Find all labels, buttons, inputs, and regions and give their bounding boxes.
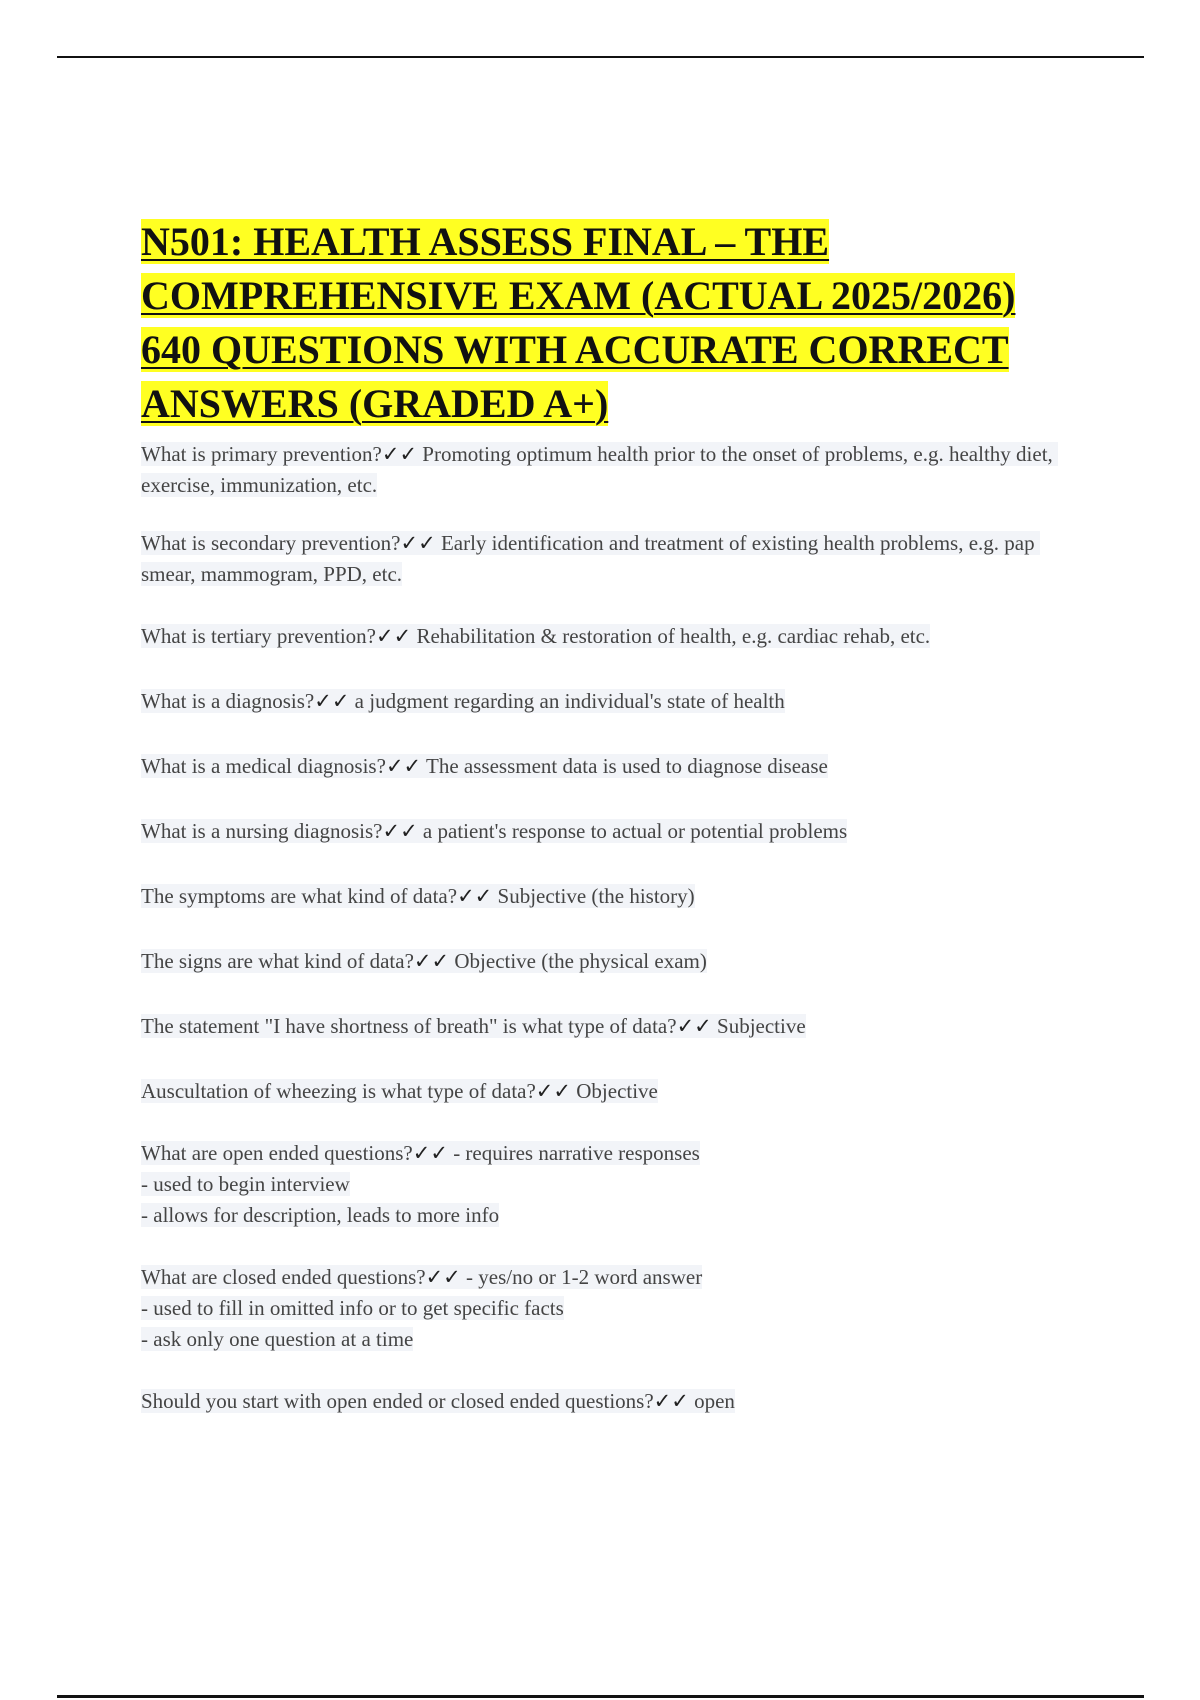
answer-text: Objective (the physical exam) [449, 949, 707, 973]
question-text: What is secondary prevention? [141, 531, 401, 555]
double-check-icon: ✓✓ [400, 531, 436, 555]
double-check-icon: ✓✓ [457, 884, 493, 908]
double-check-icon: ✓✓ [413, 949, 450, 973]
double-check-icon: ✓✓ [376, 624, 412, 648]
header-rule [57, 56, 1144, 58]
qa-item [141, 1138, 1061, 1231]
qa-item [141, 686, 1061, 717]
question-text: Should you start with open ended or closed ended questions? [141, 1389, 654, 1413]
qa-item [141, 751, 1061, 782]
answer-text: open [688, 1389, 735, 1413]
qa-item [141, 1076, 1061, 1107]
answer-text: Objective [571, 1079, 658, 1103]
qa-item [141, 621, 1061, 652]
question-text: What is a diagnosis? [141, 689, 315, 713]
answer-text: The assessment data is used to diagnose disease [421, 754, 828, 778]
double-check-icon: ✓✓ [385, 754, 422, 778]
answer-text: Rehabilitation & restoration of health, e.g. cardiac rehab, etc. [411, 624, 931, 648]
answer-text: Promoting optimum health prior to the onset of problems, e.g. healthy diet, exercise, immunization, etc. [141, 442, 1059, 497]
document-body [141, 215, 1061, 1417]
question-text: What is primary prevention? [141, 442, 382, 466]
question-text: The symptoms are what kind of data? [141, 884, 458, 908]
footer-rule [57, 1695, 1144, 1698]
qa-item [141, 1262, 1061, 1355]
question-text: The statement "I have shortness of breath" is what type of data? [141, 1014, 677, 1038]
double-check-icon: ✓✓ [381, 442, 418, 466]
answer-text: Early identification and treatment of existing health problems, e.g. pap smear, mammogram, PPD, etc. [141, 531, 1040, 586]
question-text: What are open ended questions? [141, 1141, 413, 1165]
question-text: Auscultation of wheezing is what type of data? [141, 1079, 536, 1103]
title-highlight: N501: HEALTH ASSESS FINAL – THE COMPREHENSIVE EXAM (ACTUAL 2025/2026) 640 QUESTIONS WITH ACCURATE CORRECT ANSWERS (GRADED A+) [141, 219, 1016, 426]
double-check-icon: ✓✓ [676, 1014, 712, 1038]
document-title [141, 215, 1061, 431]
qa-item [141, 816, 1061, 847]
answer-text: a judgment regarding an individual's state of health [349, 689, 785, 713]
qa-item [141, 439, 1061, 501]
double-check-icon: ✓✓ [314, 689, 350, 713]
answer-text: - yes/no or 1-2 word answer - used to fill in omitted info or to get specific facts - ask only one question at a time [141, 1265, 703, 1351]
qa-item [141, 1011, 1061, 1042]
double-check-icon: ✓✓ [412, 1141, 448, 1165]
qa-item [141, 946, 1061, 977]
double-check-icon: ✓✓ [425, 1265, 461, 1289]
answer-text: a patient's response to actual or potential problems [417, 819, 848, 843]
question-text: What is tertiary prevention? [141, 624, 376, 648]
qa-item [141, 881, 1061, 912]
question-text: The signs are what kind of data? [141, 949, 414, 973]
question-text: What is a medical diagnosis? [141, 754, 386, 778]
qa-item [141, 528, 1061, 590]
question-text: What are closed ended questions? [141, 1265, 426, 1289]
answer-text: Subjective [711, 1014, 806, 1038]
question-text: What is a nursing diagnosis? [141, 819, 383, 843]
answer-text: - requires narrative responses - used to begin interview - allows for description, leads to more info [141, 1141, 700, 1227]
double-check-icon: ✓✓ [653, 1389, 689, 1413]
double-check-icon: ✓✓ [535, 1079, 571, 1103]
answer-text: Subjective (the history) [492, 884, 695, 908]
qa-item [141, 1386, 1061, 1417]
qa-list [141, 439, 1061, 1417]
double-check-icon: ✓✓ [382, 819, 418, 843]
